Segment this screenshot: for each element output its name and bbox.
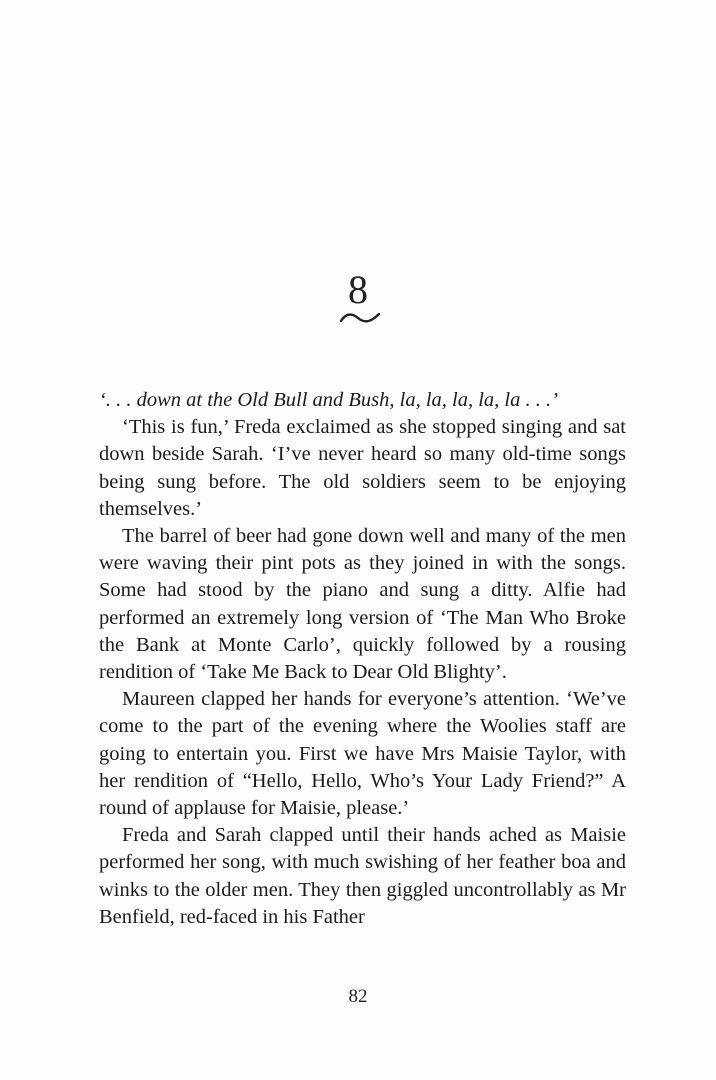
paragraph: ‘This is fun,’ Freda exclaimed as she stopped singing and sat down beside Sarah. ‘I’ve never heard so many old-time songs being sung before. The old soldiers seem to be enjoying themselves.’: [99, 416, 626, 520]
chapter-text: [99, 387, 626, 931]
opening-song-line: ‘. . . down at the Old Bull and Bush, la, la, la, la, la . . .’: [99, 389, 558, 411]
paragraph: Freda and Sarah clapped until their hands ached as Maisie performed her song, with much swishing of her feather boa and winks to the older men. They then giggled uncontrollably as Mr Benfield, red-faced in his Father: [99, 824, 626, 928]
paragraph: Maureen clapped her hands for everyone’s attention. ‘We’ve come to the part of the evening where the Woolies staff are going to entertain you. First we have Mrs Maisie Taylor, with her rendition of “Hello, Hello, Who’s Your Lady Friend?” A round of applause for Maisie, please.’: [99, 688, 626, 820]
paragraph: The barrel of beer had gone down well and many of the men were waving their pint pots as they joined in with the songs. Some had stood by the piano and sung a ditty. Alfie had performed an extremely long version of ‘The Man Who Broke the Bank at Monte Carlo’, quickly followed by a rousing rendition of ‘Take Me Back to Dear Old Blighty’.: [99, 525, 626, 684]
chapter-number: 8: [348, 267, 368, 312]
tilde-swash-ornament-icon: [338, 309, 382, 327]
page-number: 82: [348, 986, 368, 1007]
